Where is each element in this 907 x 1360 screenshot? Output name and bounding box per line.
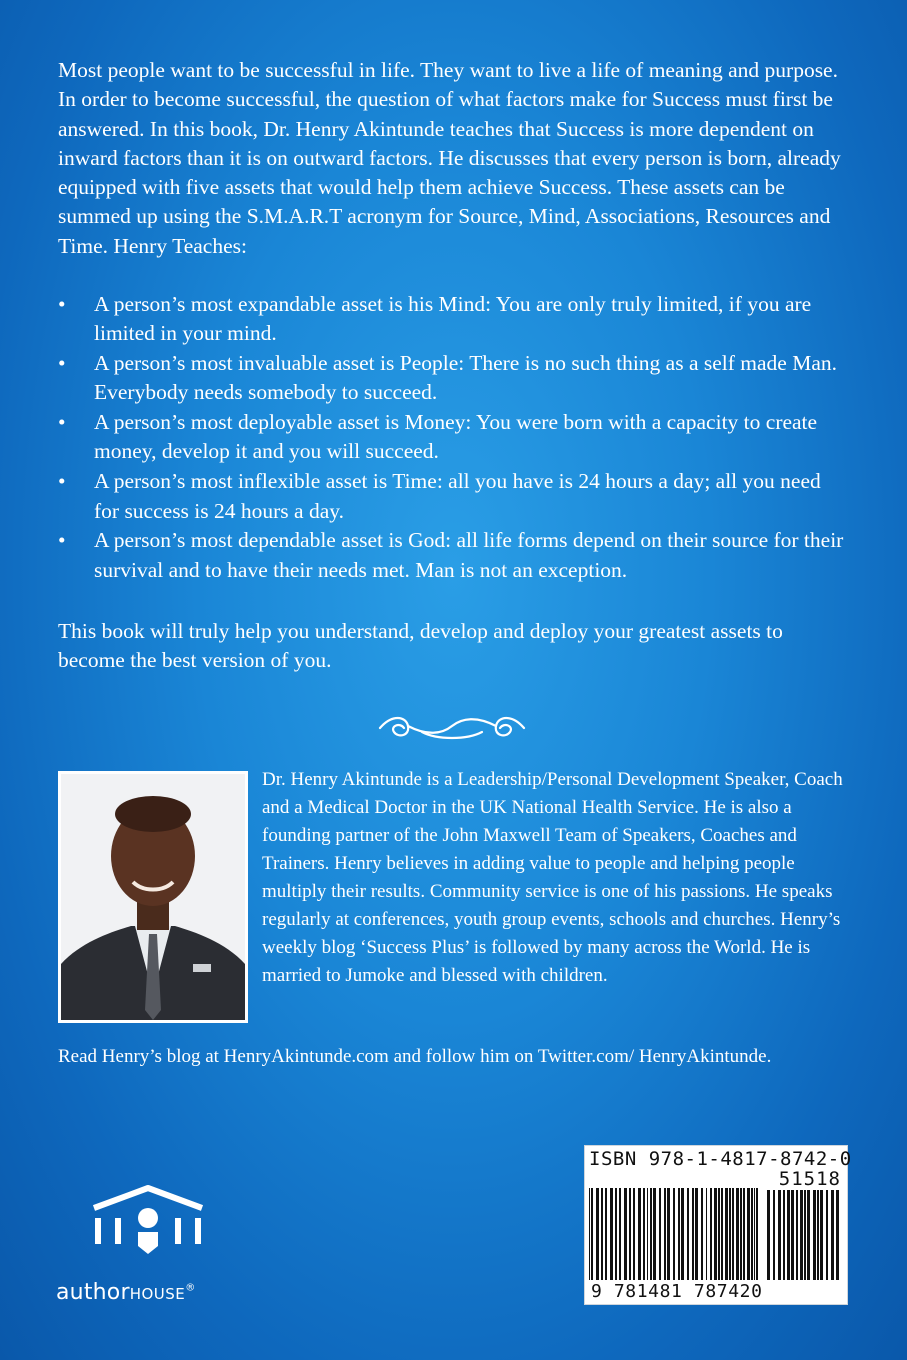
- isbn-label: ISBN 978-1-4817-8742-0: [589, 1148, 852, 1170]
- isbn-barcode: [584, 1145, 852, 1305]
- author-bio: Dr. Henry Akintunde is a Leadership/Personal Development Speaker, Coach and a Medical Doctor in the UK National Health Service. He is also a founding partner of the John Maxwell Team of Speakers, Coaches and Trainers. Henry believes in adding value to people and helping people multiply their results. Community service is one of his passions. He speaks regularly at conferences, youth group events, schools and churches. Henry’s weekly blog ‘Success Plus’ is followed by many across the World. He is married to Jumoke and blessed with children.: [262, 769, 843, 986]
- ornament-swirl-icon: [372, 706, 532, 746]
- barcode-bars: [589, 1188, 761, 1280]
- blog-link-text: Read Henry’s blog at HenryAkintunde.com and follow him on Twitter.com/ HenryAkintunde.: [58, 1046, 772, 1067]
- list-item: • A person’s most dependable asset is God: all life forms depend on their source for their survival and to have their needs met. Man is not an exception.: [58, 528, 844, 582]
- barcode-addon-bars: [767, 1190, 843, 1280]
- price-code: 51518: [778, 1168, 841, 1190]
- list-item: • A person’s most deployable asset is Money: You were born with a capacity to create money, develop it and you will succeed.: [58, 410, 818, 464]
- barcode-number: 9 781481 787420: [591, 1281, 763, 1302]
- bullet-icon: •: [58, 292, 66, 316]
- asset-list: [58, 290, 848, 585]
- bullet-icon: •: [58, 528, 66, 553]
- publisher-name: authorHOUSE®: [56, 1280, 196, 1305]
- list-item: • A person’s most expandable asset is his Mind: You are only truly limited, if you are limited in your mind.: [58, 292, 812, 346]
- author-portrait: [61, 774, 245, 1020]
- intro-paragraph: Most people want to be successful in life. They want to live a life of meaning and purpose. In order to become successful, the question of what factors make for Success must first be answered. In this book, Dr. Henry Akintunde teaches that Success is more dependent on inward factors than it is on outward factors. He discusses that every person is born, already equipped with five assets that would help them achieve Success. These assets can be summed up using the S.M.A.R.T acronym for Source, Mind, Associations, Resources and Time. Henry Teaches:: [58, 58, 841, 258]
- bullet-icon: •: [58, 410, 66, 435]
- bullet-icon: •: [58, 469, 66, 494]
- bullet-icon: •: [58, 351, 66, 376]
- list-item: • A person’s most invaluable asset is People: There is no such thing as a self made Man. Everybody needs somebody to succeed.: [58, 351, 838, 405]
- list-item: • A person’s most inflexible asset is Time: all you have is 24 hours a day; all you need for success is 24 hours a day.: [58, 469, 821, 523]
- closing-paragraph: This book will truly help you understand, develop and deploy your greatest assets to become the best version of you.: [58, 619, 783, 673]
- author-photo: [58, 771, 248, 1023]
